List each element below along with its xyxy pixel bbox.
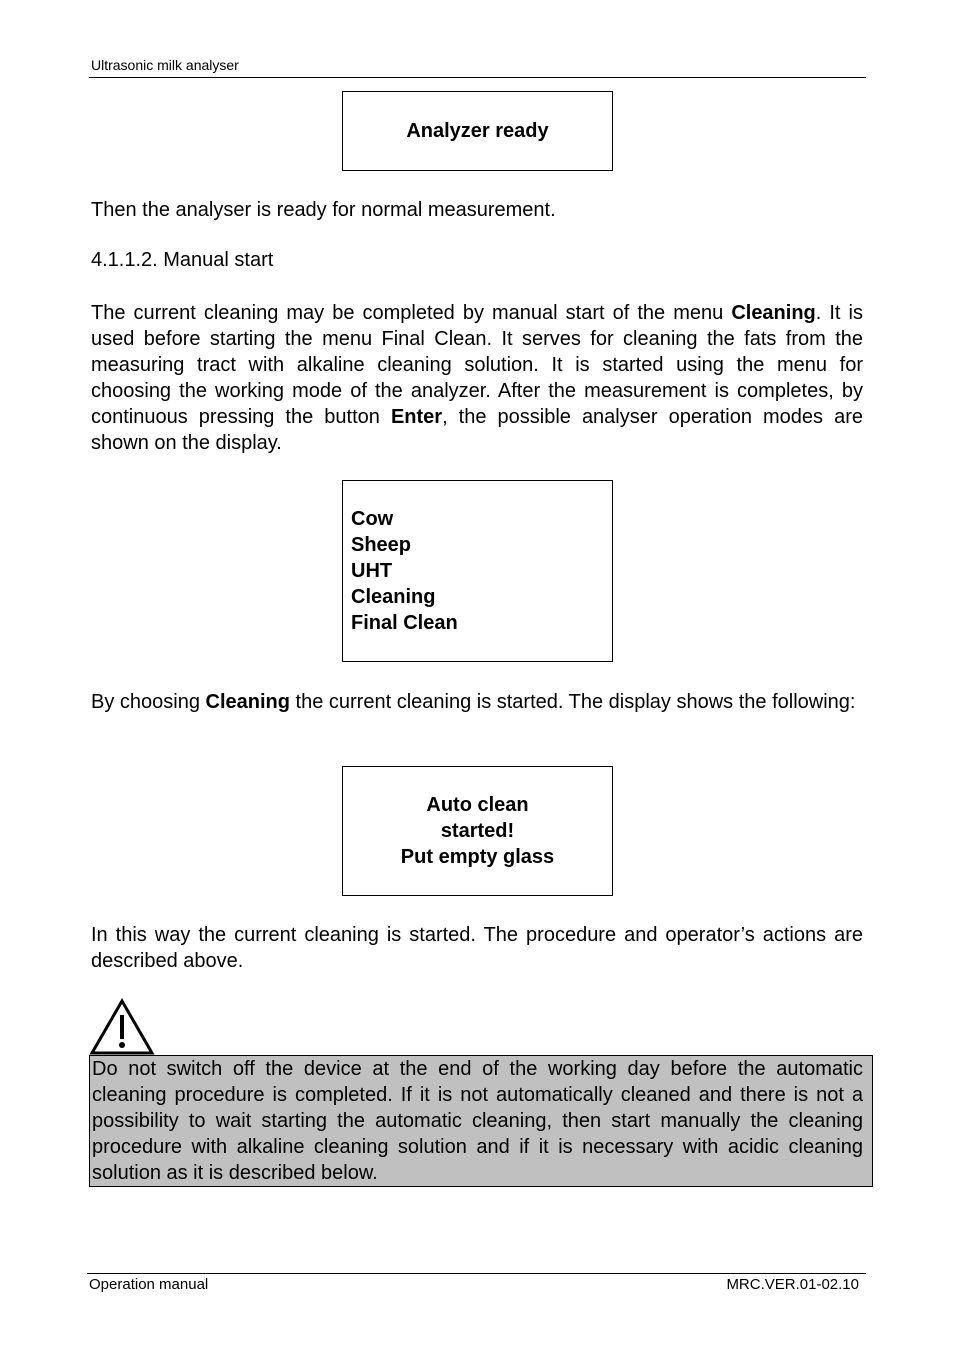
display-auto-clean (342, 766, 613, 896)
display-mode-menu (342, 480, 613, 662)
footer-left: Operation manual (89, 1276, 209, 1293)
warning-box: Do not switch off the device at the end of the working day before the automatic cleaning procedure is completed. If it is not automatically cleaned and there is not a possibility to wait starting the automatic cleaning, then start manually the cleaning procedure with alkaline cleaning solution and if it is necessary with acidic cleaning solution as it is described below. (89, 1055, 873, 1187)
display-line: Put empty glass (400, 846, 555, 868)
menu-item-sheep: Sheep (351, 534, 412, 556)
footer-right: MRC.VER.01-02.10 (726, 1276, 859, 1293)
paragraph-this-way: In this way the current cleaning is started. The procedure and operator’s actions are described above. (91, 924, 863, 972)
running-header: Ultrasonic milk analyser (91, 57, 239, 73)
menu-item-final-clean: Final Clean (351, 612, 458, 634)
section-heading: 4.1.1.2. Manual start (91, 249, 274, 271)
footer-rule (87, 1273, 866, 1274)
display-line: started! (440, 820, 515, 842)
display-analyzer-ready (342, 91, 613, 171)
bold-cleaning-2: Cleaning (205, 691, 290, 713)
bold-enter: Enter (390, 406, 443, 428)
paragraph-choosing: By choosing Cleaning the current cleaning is started. The display shows the following: (91, 691, 856, 713)
display-analyzer-ready-text: Analyzer ready (406, 120, 549, 142)
header-rule (89, 77, 866, 78)
warning-triangle-icon (89, 998, 155, 1056)
paragraph-manual-start: The current cleaning may be completed by manual start of the menu Cleaning. It is used before starting the menu Final Clean. It serves for cleaning the fats from the measuring tract with alkaline cleaning solution. It is started using the menu for choosing the working mode of the analyzer. After the measurement is completes, by continuous pressing the button Enter, the possible analyser operation modes are shown on the display. (91, 302, 864, 454)
menu-item-cow: Cow (351, 508, 394, 530)
menu-item-cleaning: Cleaning (351, 586, 436, 608)
menu-item-uht: UHT (351, 560, 393, 582)
display-line: Auto clean (426, 794, 529, 816)
paragraph-ready: Then the analyser is ready for normal measurement. (91, 199, 556, 221)
bold-cleaning: Cleaning (731, 302, 816, 324)
